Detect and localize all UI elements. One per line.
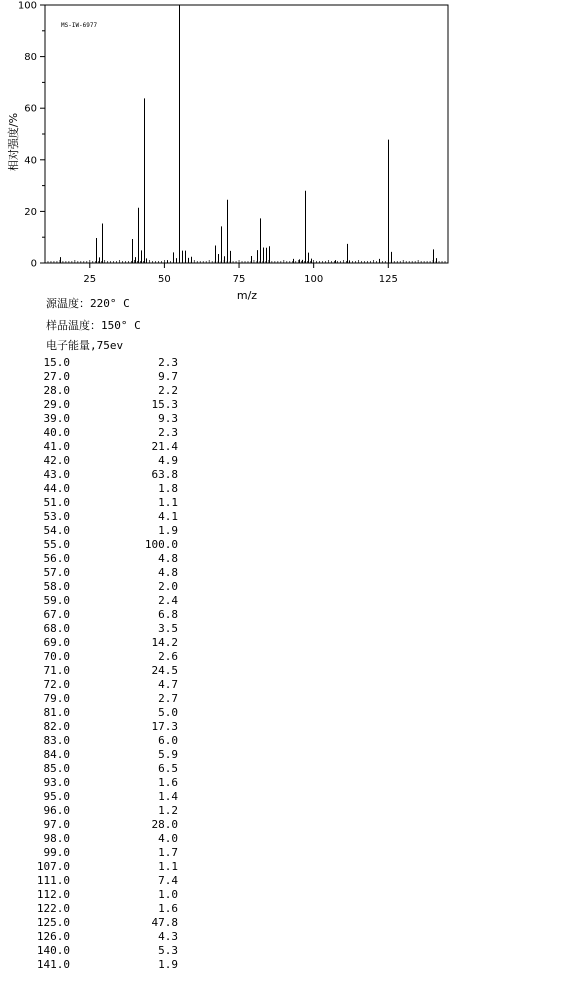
intensity-value: 1.9 (158, 524, 178, 537)
table-row (34, 524, 178, 538)
table-row (34, 804, 178, 818)
table-row (34, 566, 178, 580)
intensity-value: 24.5 (151, 664, 178, 677)
table-row (34, 622, 178, 636)
table-row (34, 818, 178, 832)
intensity-value: 1.6 (158, 776, 178, 789)
intensity-value: 4.8 (158, 552, 178, 565)
intensity-value: 2.6 (158, 650, 178, 663)
table-row (34, 846, 178, 860)
table-row (34, 860, 178, 874)
intensity-value: 2.4 (158, 594, 178, 607)
intensity-value: 3.5 (158, 622, 178, 635)
mz-value: 85.0 (43, 762, 70, 775)
intensity-value: 17.3 (151, 720, 178, 733)
intensity-value: 4.7 (158, 678, 178, 691)
table-row (34, 608, 178, 622)
intensity-value: 6.0 (158, 734, 178, 747)
mz-value: 140.0 (36, 944, 70, 957)
table-row (34, 384, 178, 398)
intensity-value: 2.3 (158, 426, 178, 439)
table-row (34, 692, 178, 706)
intensity-value: 1.6 (158, 902, 178, 915)
mz-value: 122.0 (36, 902, 70, 915)
mz-value: 29.0 (43, 398, 70, 411)
table-row (34, 538, 178, 552)
mz-value: 58.0 (43, 580, 70, 593)
intensity-value: 2.3 (158, 356, 178, 369)
mz-value: 55.0 (43, 538, 70, 551)
table-row (34, 888, 178, 902)
table-row (34, 580, 178, 594)
x-axis (83, 263, 397, 285)
mz-value: 81.0 (43, 706, 70, 719)
intensity-value: 63.8 (151, 468, 178, 481)
intensity-value: 4.3 (158, 930, 178, 943)
intensity-value: 1.9 (158, 958, 178, 971)
table-row (34, 496, 178, 510)
table-row (34, 790, 178, 804)
electron-energy: 电子能量,75ev (46, 339, 124, 352)
table-row (34, 468, 178, 482)
y-tick-label: 20 (24, 206, 37, 218)
table-row (34, 552, 178, 566)
table-row (34, 930, 178, 944)
x-tick-label: 50 (158, 274, 171, 285)
y-tick-label: 80 (24, 52, 37, 64)
mz-value: 93.0 (43, 776, 70, 789)
x-tick-label: 125 (378, 274, 398, 285)
table-row (34, 734, 178, 748)
x-tick-label: 75 (232, 274, 246, 285)
mz-value: 57.0 (43, 566, 70, 579)
intensity-value: 4.8 (158, 566, 178, 579)
mz-value: 53.0 (43, 510, 70, 523)
peak-table (34, 356, 178, 972)
intensity-value: 14.2 (151, 636, 178, 649)
table-row (34, 678, 178, 692)
intensity-value: 2.0 (158, 580, 178, 593)
mz-value: 96.0 (43, 804, 70, 817)
mz-value: 82.0 (43, 720, 70, 733)
intensity-value: 4.1 (158, 510, 178, 523)
intensity-value: 1.4 (158, 790, 178, 803)
table-row (34, 594, 178, 608)
mz-value: 54.0 (43, 524, 70, 537)
mz-value: 70.0 (43, 650, 70, 663)
mz-value: 112.0 (36, 888, 70, 901)
mz-value: 98.0 (43, 832, 70, 845)
table-row (34, 776, 178, 790)
intensity-value: 9.7 (158, 370, 178, 383)
mz-value: 28.0 (43, 384, 70, 397)
table-row (34, 370, 178, 384)
mz-value: 83.0 (43, 734, 70, 747)
mz-value: 107.0 (36, 860, 70, 873)
table-row (34, 398, 178, 412)
intensity-value: 1.1 (158, 860, 178, 873)
y-tick-label: 100 (17, 0, 37, 12)
mz-value: 44.0 (43, 482, 70, 495)
intensity-value: 1.1 (158, 496, 178, 509)
table-row (34, 748, 178, 762)
mz-value: 125.0 (36, 916, 70, 929)
table-row (34, 650, 178, 664)
mz-value: 71.0 (43, 664, 70, 677)
mz-value: 79.0 (43, 692, 70, 705)
table-row (34, 762, 178, 776)
mz-value: 126.0 (36, 930, 70, 943)
table-row (34, 482, 178, 496)
intensity-value: 2.7 (158, 692, 178, 705)
mass-spectrum-chart (0, 0, 570, 300)
table-row (34, 412, 178, 426)
mz-value: 97.0 (43, 818, 70, 831)
intensity-value: 4.9 (158, 454, 178, 467)
x-tick-label: 25 (83, 274, 97, 285)
intensity-value: 6.5 (158, 762, 178, 775)
intensity-value: 5.3 (158, 944, 178, 957)
table-row (34, 510, 178, 524)
intensity-value: 1.0 (158, 888, 178, 901)
mz-value: 59.0 (43, 594, 70, 607)
mz-value: 67.0 (43, 608, 70, 621)
table-row (34, 902, 178, 916)
mz-value: 42.0 (43, 454, 70, 467)
table-row (34, 958, 178, 972)
table-row (34, 356, 178, 370)
table-row (34, 664, 178, 678)
mz-value: 56.0 (43, 552, 70, 565)
mz-value: 99.0 (43, 846, 70, 859)
mz-value: 141.0 (36, 958, 70, 971)
intensity-value: 1.8 (158, 482, 178, 495)
intensity-value: 5.9 (158, 748, 178, 761)
table-row (34, 944, 178, 958)
table-row (34, 454, 178, 468)
mz-value: 51.0 (43, 496, 70, 509)
y-axis-label: 相对强度/% (7, 112, 20, 172)
mz-value: 27.0 (43, 370, 70, 383)
table-row (34, 440, 178, 454)
mz-value: 39.0 (43, 412, 70, 425)
mz-value: 15.0 (43, 356, 70, 369)
sample-temperature: 样品温度：150° C (46, 319, 141, 332)
y-axis (18, 1, 45, 270)
x-tick-label: 100 (304, 274, 324, 285)
plot-frame (45, 5, 448, 263)
chart-title: MS-IW-6977 (61, 22, 98, 29)
table-row (34, 832, 178, 846)
y-tick-label: 0 (30, 258, 37, 270)
mz-value: 68.0 (43, 622, 70, 635)
intensity-value: 4.0 (158, 832, 178, 845)
table-row (34, 720, 178, 734)
table-row (34, 706, 178, 720)
table-row (34, 426, 178, 440)
intensity-value: 9.3 (158, 412, 178, 425)
mz-value: 111.0 (36, 874, 70, 887)
intensity-value: 21.4 (151, 440, 178, 453)
intensity-value: 1.7 (158, 846, 178, 859)
table-row (34, 916, 178, 930)
mz-value: 41.0 (43, 440, 70, 453)
source-temperature: 源温度：220° C (46, 297, 130, 310)
intensity-value: 6.8 (158, 608, 178, 621)
mz-value: 84.0 (43, 748, 70, 761)
spectrum-bars (61, 5, 437, 263)
x-axis-label: m/z (236, 289, 258, 300)
intensity-value: 7.4 (158, 874, 178, 887)
intensity-value: 15.3 (151, 398, 178, 411)
mz-value: 72.0 (43, 678, 70, 691)
mz-value: 95.0 (43, 790, 70, 803)
mz-value: 43.0 (43, 468, 70, 481)
table-row (34, 636, 178, 650)
intensity-value: 1.2 (158, 804, 178, 817)
intensity-value: 47.8 (151, 916, 178, 929)
intensity-value: 5.0 (158, 706, 178, 719)
mz-value: 40.0 (43, 426, 70, 439)
mz-value: 69.0 (43, 636, 70, 649)
table-row (34, 874, 178, 888)
intensity-value: 2.2 (158, 384, 178, 397)
y-tick-label: 40 (24, 155, 37, 167)
y-tick-label: 60 (24, 103, 37, 115)
intensity-value: 28.0 (151, 818, 178, 831)
intensity-value: 100.0 (144, 538, 178, 551)
